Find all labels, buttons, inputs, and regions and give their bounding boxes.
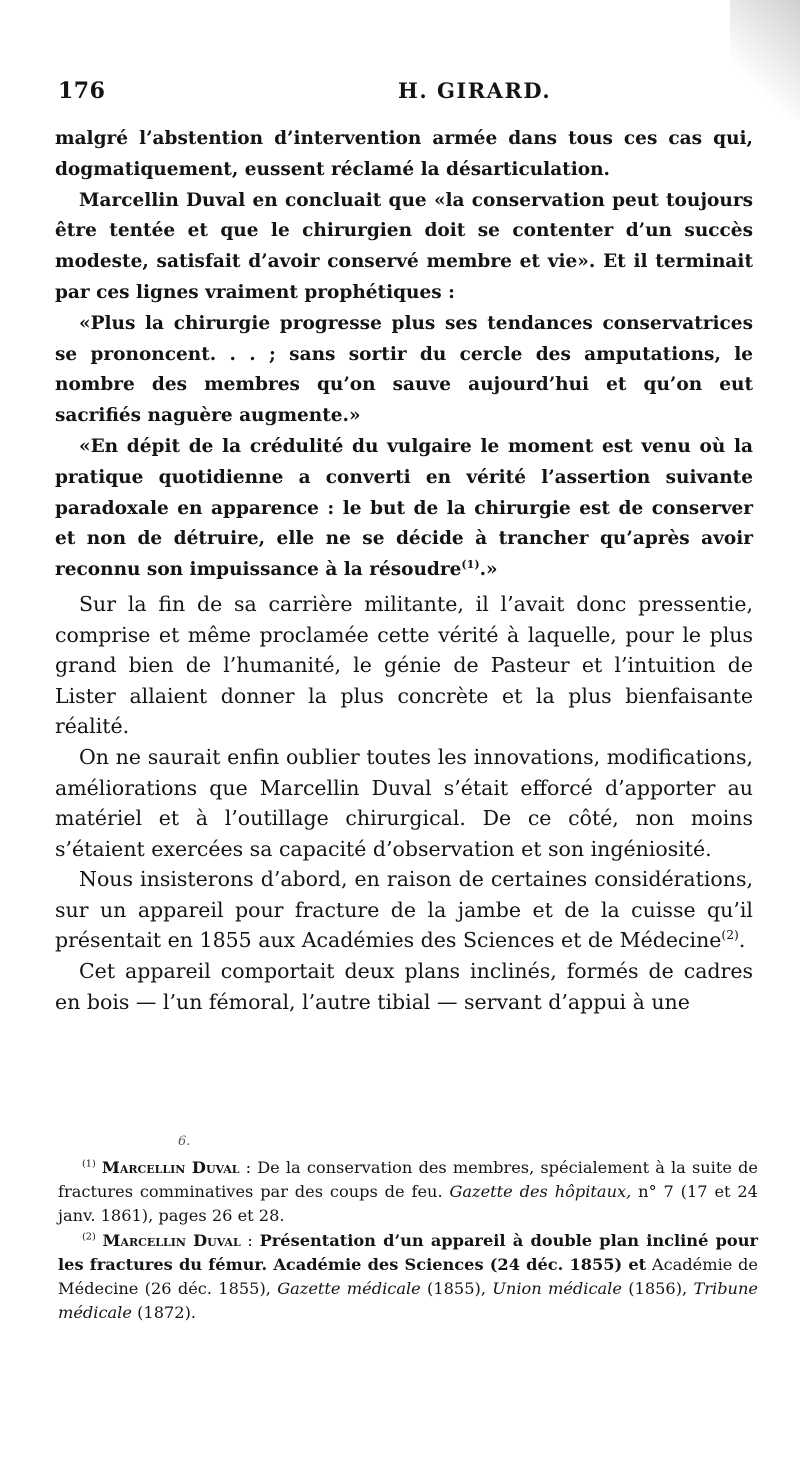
footnote-2-rest-part: (1872). xyxy=(131,1303,197,1323)
footnote-1-mark: (1) xyxy=(82,1158,96,1170)
footnote-1: $^{(1)}$ Marcellin Duval : De la conservation des membres, spécialement à la suite de fractures comminatives par des coups de feu. Gazette des hôpitaux, n° 7 (17 et 24 janv. 1861), pages 26 et 28. xyxy=(58,1158,758,1226)
paragraph-6: On ne saurait enfin oublier toutes les innovations, modifications, améliorations que Marcellin Duval s’était efforcé d’apporter au matériel et à l’outillage chirurgical. De ce côté, non moins s’étaient exercées sa capacité d’observation et son ingéniosité. xyxy=(55,744,753,861)
footnote-1-journal: Gazette des hôpitaux, xyxy=(449,1182,632,1202)
body-text xyxy=(55,124,753,1017)
footnote-2-rest-part: Tribune médicale xyxy=(58,1279,758,1323)
footnote-2-author: Marcellin Duval xyxy=(102,1230,241,1250)
footnote-2-mark: (2) xyxy=(82,1231,96,1243)
paragraph-2: Marcellin Duval en concluait que «la conservation peut toujours être tentée et que le chirurgien doit se contenter d’un succès modeste, satisfait d’avoir conservé membre et vie». Et il terminait par ces lignes vraiment prophétiques : xyxy=(55,189,753,303)
paragraph-4-quote: «En dépit de la crédulité du vulgaire le moment est venu où la pratique quotidienne a converti en vérité l’assertion suivante paradoxale en apparence : le but de la chirurgie est de conserver et non de détruire, elle ne se décide à trancher qu’après avoir reconnu son impuissance à la résoudre$^{(1)}$.» xyxy=(55,435,753,581)
footnote-2: $^{(2)}$ Marcellin Duval : Présentation d’un appareil à double plan incliné pour les fractures du fémur. Académie des Sciences (24 déc. 1855) et Académie de Médecine (26 déc. 1855), Gazette médicale (1855), Union médicale (1856), Tribune médicale (1872). xyxy=(58,1230,758,1323)
paragraph-1: malgré l’abstention d’intervention armée dans tous ces cas qui, dogmatiquement, eussent réclamé la désarticulation. xyxy=(55,128,753,180)
signature-mark: 6. xyxy=(178,1134,191,1149)
footnotes xyxy=(58,1156,758,1325)
paragraph-3-quote: «Plus la chirurgie progresse plus ses tendances conservatrices se prononcent. . . ; sans sortir du cercle des amputations, le nombre des membres qu’on sauve aujourd’hui et qu’on eut sacrifiés naguère augmente.» xyxy=(55,312,753,427)
footnote-2-title: Présentation d’un appareil à double plan incliné pour les fractures du fémur. Académie des Sciences (24 déc. 1855) et xyxy=(58,1230,758,1274)
running-head: H. GIRARD. xyxy=(398,78,552,103)
footnote-2-rest-part: Gazette médicale xyxy=(277,1279,421,1299)
footnote-2-rest-part: Union médicale xyxy=(492,1279,622,1299)
footnote-1-author: Marcellin Duval xyxy=(101,1158,240,1177)
paragraph-7: Nous insisterons d’abord, en raison de certaines considérations, sur un appareil pour fracture de la jambe et de la cuisse qu’il présentait en 1855 aux Académies des Sciences et de Médecine$^{(2)}$. xyxy=(55,867,753,953)
paragraph-5: Sur la fin de sa carrière militante, il l’avait donc pressentie, comprise et même proclamée cette vérité à laquelle, pour le plus grand bien de l’humanité, le génie de Pasteur et l’intuition de Lister allaient donner la plus concrète et la plus bienfaisante réalité. xyxy=(55,591,753,739)
footnote-1-rest: n° 7 (17 et 24 janv. 1861), pages 26 et 28. xyxy=(58,1182,758,1226)
footnote-2-rest-part: Académie de Médecine (26 déc. 1855), xyxy=(58,1254,758,1299)
page-number: 176 xyxy=(58,78,106,104)
paragraph-8: Cet appareil comportait deux plans inclinés, formés de cadres en bois — l’un fémoral, l’autre tibial — servant d’appui à une xyxy=(55,959,753,1014)
footnote-ref-2[interactable]: (2) xyxy=(721,928,739,943)
footnote-ref-1[interactable]: (1) xyxy=(461,558,480,571)
footnote-1-title: De la conservation des membres, spécialement à la suite de fractures comminatives par des coups de feu. xyxy=(58,1158,758,1202)
footnote-2-rest-part: (1856), xyxy=(621,1279,694,1299)
footnote-2-rest-part: (1855), xyxy=(420,1279,493,1299)
page-header xyxy=(58,78,750,112)
